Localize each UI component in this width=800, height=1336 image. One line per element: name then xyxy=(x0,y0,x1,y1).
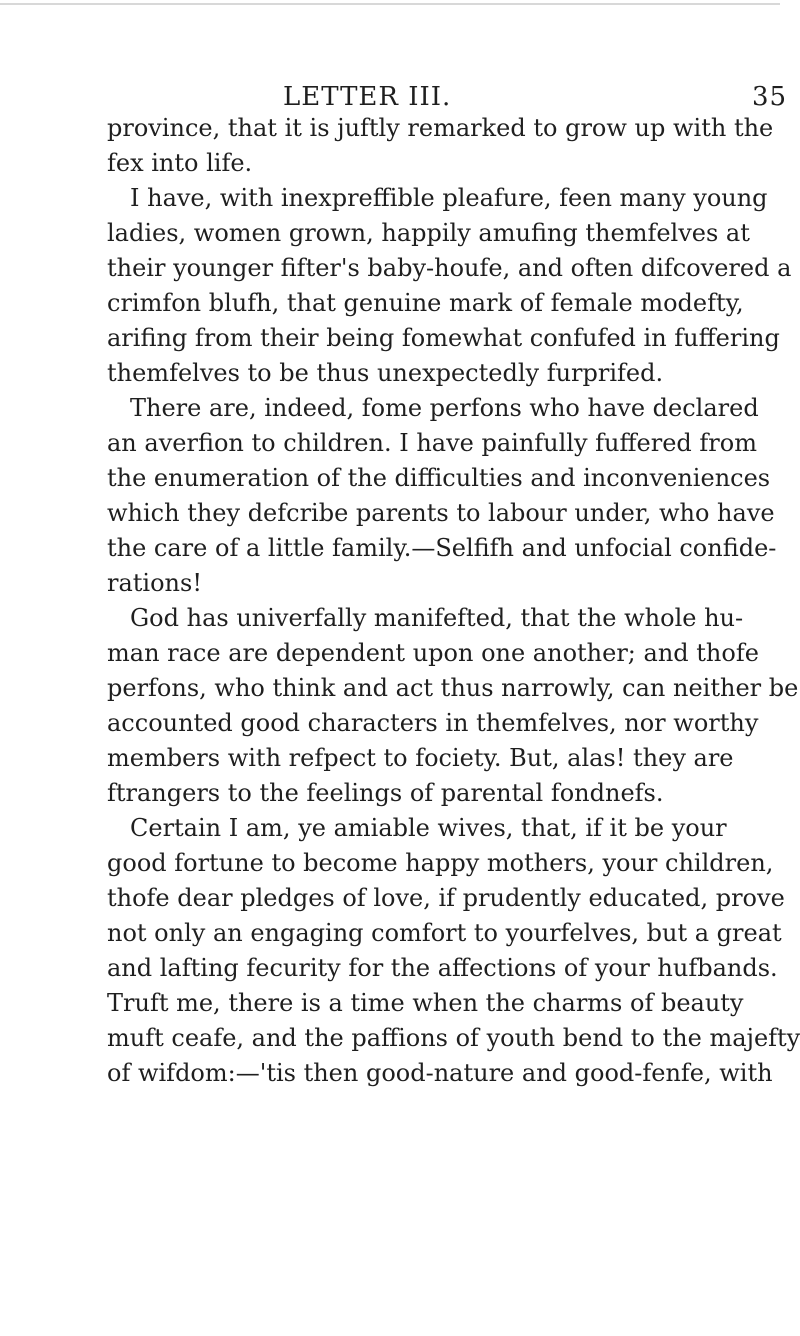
text-line: good fortune to become happy mothers, your children, xyxy=(107,849,774,877)
text-line: the care of a little family.—Selfifh and unfocial confide- xyxy=(107,534,777,562)
text-line: man race are dependent upon one another; and thofe xyxy=(107,639,759,667)
text-line: not only an engaging comfort to yourfelves, but a great xyxy=(107,919,782,947)
text-line: an averfion to children. I have painfully fuffered from xyxy=(107,429,757,457)
text-line: Certain I am, ye amiable wives, that, if it be your xyxy=(130,814,727,842)
text-line: ladies, women grown, happily amufing themfelves at xyxy=(107,219,750,247)
text-line: members with refpect to fociety. But, alas! they are xyxy=(107,744,734,772)
text-line: There are, indeed, fome perfons who have declared xyxy=(130,394,759,422)
running-title: LETTER III. xyxy=(283,82,452,112)
text-line: province, that it is juftly remarked to grow up with the xyxy=(107,114,774,142)
text-line: themfelves to be thus unexpectedly furprifed. xyxy=(107,359,664,387)
text-line: the enumeration of the difficulties and inconveniences xyxy=(107,464,771,492)
text-line: rations! xyxy=(107,569,202,597)
text-line: and lafting fecurity for the affections of your hufbands. xyxy=(107,954,778,982)
text-line: ftrangers to the feelings of parental fondnefs. xyxy=(107,779,664,807)
page-top-edge-rule xyxy=(0,3,780,5)
text-line: fex into life. xyxy=(107,149,253,177)
text-line: their younger fifter's baby-houfe, and often difcovered a xyxy=(107,254,792,282)
text-line: of wifdom:—'tis then good-nature and good-fenfe, with xyxy=(107,1059,773,1087)
text-line: thofe dear pledges of love, if prudently educated, prove xyxy=(107,884,785,912)
page-number: 35 xyxy=(752,82,788,112)
text-line: Truft me, there is a time when the charms of beauty xyxy=(107,989,744,1017)
text-line: accounted good characters in themfelves, nor worthy xyxy=(107,709,759,737)
text-line: God has univerfally manifefted, that the whole hu- xyxy=(130,604,744,632)
text-line: muft ceafe, and the paffions of youth bend to the majefty xyxy=(107,1024,800,1052)
text-line: which they defcribe parents to labour under, who have xyxy=(107,499,775,527)
text-line: I have, with inexpreffible pleafure, feen many young xyxy=(130,184,768,212)
text-line: arifing from their being fomewhat confufed in fuffering xyxy=(107,324,780,352)
text-line: perfons, who think and act thus narrowly, can neither be xyxy=(107,674,799,702)
text-line: crimfon blufh, that genuine mark of female modefty, xyxy=(107,289,744,317)
